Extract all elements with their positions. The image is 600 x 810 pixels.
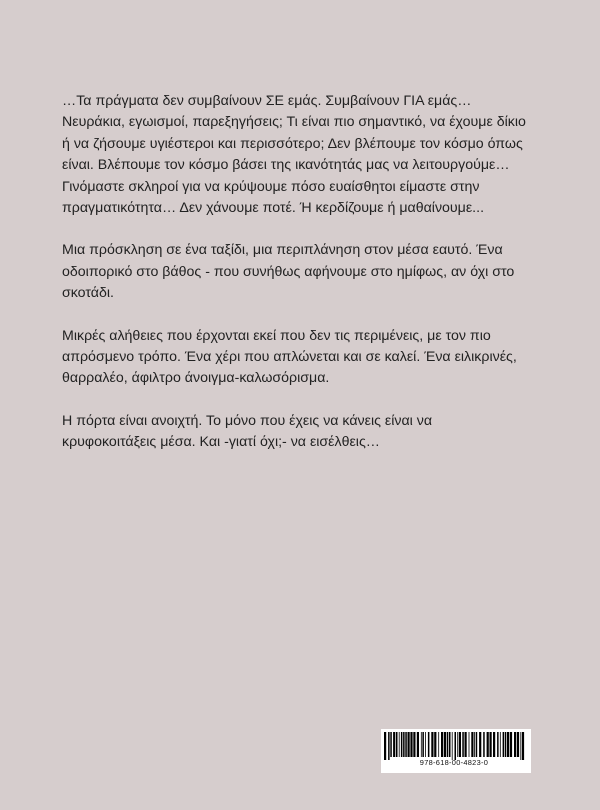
barcode-bar: [410, 732, 412, 757]
barcode-bar: [462, 732, 464, 757]
isbn-number: 978-618-00-4823-0: [419, 758, 489, 767]
blurb-paragraph-4: [62, 411, 552, 454]
barcode-bar: [465, 732, 467, 757]
barcode-bar: [441, 732, 443, 757]
barcode-bar: [503, 732, 505, 757]
barcode-bar: [505, 732, 507, 757]
barcode-bar: [413, 732, 415, 757]
barcode-bar: [500, 732, 501, 757]
barcode-bar: [422, 732, 424, 757]
barcode-bar: [449, 732, 451, 757]
barcode-bar: [399, 732, 400, 757]
barcode-bar: [452, 732, 453, 760]
blurb-line: Νευράκια, εγωισμοί, παρεξηγήσεις; Τι είναι πιο σημαντικό, να έχουμε δίκιο: [62, 114, 526, 131]
barcode-bar: [421, 732, 422, 757]
barcode-bar: [497, 732, 499, 757]
back-cover-blurb: [62, 91, 552, 475]
blurb-paragraph-1: [62, 91, 552, 219]
barcode-bar: [514, 732, 516, 757]
blurb-line: Γινόμαστε σκληροί για να κρύψουμε πόσο ευαίσθητοι είμαστε στην: [62, 178, 480, 195]
blurb-line: σκοτάδι.: [62, 285, 114, 302]
barcode-bar: [408, 732, 410, 757]
barcode-bar: [401, 732, 403, 757]
barcode-bar: [487, 732, 489, 757]
barcode-bar: [507, 732, 509, 757]
barcode-bar: [431, 732, 433, 757]
barcode-bar: [390, 732, 392, 757]
barcode-bar: [438, 732, 439, 757]
barcode-bar: [510, 732, 512, 757]
barcode-bar: [479, 732, 481, 757]
blurb-line: Η πόρτα είναι ανοιχτή. Το μόνο που έχεις να κάνεις είναι να: [62, 412, 433, 429]
barcode-bar: [520, 732, 521, 760]
barcode-bar: [388, 732, 390, 760]
blurb-line: πραγματικότητα… Δεν χάνουμε ποτέ. Ή κερδίζουμε ή μαθαίνουμε...: [62, 200, 485, 217]
barcode-bar: [522, 732, 524, 760]
barcode-bar: [517, 732, 519, 757]
blurb-line: ή να ζήσουμε υγιέστεροι και περισσότερο; Δεν βλέπουμε τον κόσμο όπως: [62, 135, 523, 152]
barcode-bar: [384, 732, 386, 760]
blurb-line: …Τα πράγματα δεν συμβαίνουν ΣΕ εμάς. Συμβαίνουν ΓΙΑ εμάς…: [62, 93, 472, 109]
barcode-bar: [444, 732, 446, 757]
barcode-bar: [457, 732, 458, 757]
barcode-bar: [474, 732, 475, 757]
blurb-line: Μια πρόσκληση σε ένα ταξίδι, μια περιπλάνηση στον μέσα εαυτό. Ένα: [62, 242, 503, 259]
barcode-bar: [393, 732, 395, 757]
barcode-bar: [447, 732, 449, 757]
barcode-bar: [493, 732, 495, 757]
barcode-bar: [459, 732, 461, 757]
blurb-paragraph-3: [62, 326, 552, 390]
blurb-line: οδοιπορικό στο βάθος - που συνήθως αφήνουμε στο ημίφως, αν όχι στο: [62, 263, 515, 280]
barcode-bar: [455, 732, 457, 760]
barcode-bar: [403, 732, 405, 757]
barcode-bar: [396, 732, 398, 757]
barcode-bar: [425, 732, 426, 757]
barcode-bar: [490, 732, 492, 757]
blurb-line: θαρραλέο, άφιλτρο άνοιγμα-καλωσόρισμα.: [62, 370, 330, 387]
barcode-bar: [469, 732, 470, 757]
barcode-bar: [476, 732, 478, 757]
blurb-line: κρυφοκοιτάξεις μέσα. Και -γιατί όχι;- να εισέλθεις…: [62, 434, 380, 451]
blurb-line: Μικρές αλήθειες που έρχονται εκεί που δεν τις περιμένεις, με τον πιο: [62, 327, 491, 344]
barcode-bar: [483, 732, 485, 757]
barcode-bar: [405, 732, 407, 757]
barcode-bar: [471, 732, 473, 757]
barcode-bar: [434, 732, 436, 757]
blurb-line: είναι. Βλέπουμε τον κόσμο βάσει της ικανότητάς μας να λειτουργούμε…: [62, 157, 510, 174]
blurb-paragraph-2: [62, 240, 552, 304]
barcode-bar: [417, 732, 419, 757]
barcode-bar: [428, 732, 430, 757]
blurb-line: απρόσμενο τρόπο. Ένα χέρι που απλώνεται και σε καλεί. Ένα ειλικρινές,: [62, 349, 517, 366]
